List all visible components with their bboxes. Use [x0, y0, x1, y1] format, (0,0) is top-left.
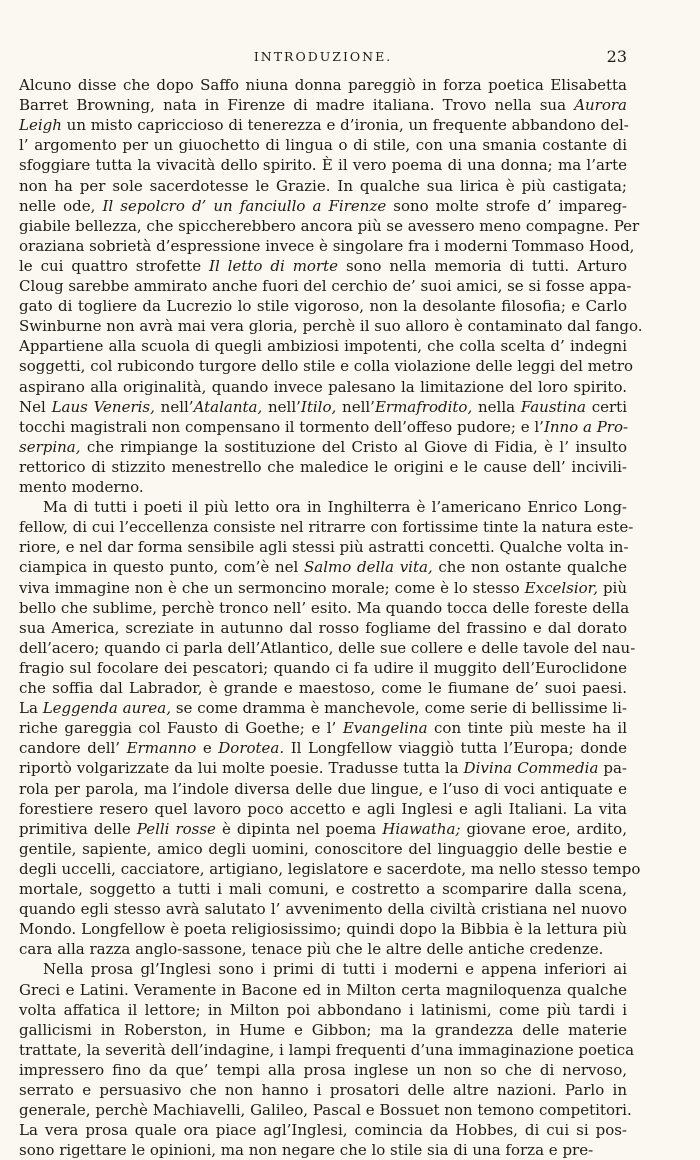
italic-title: Evangelina — [342, 719, 428, 738]
text-run: riore, e nel dar forma sensibile agli stessi più astratti concetti. Qualche volta in- — [19, 538, 629, 557]
text-run: più — [597, 578, 627, 597]
text-run: serrato e persuasivo che non hanno i prosatori delle altre nazioni. Parlo in — [19, 1081, 627, 1099]
text-line — [19, 296, 627, 316]
text-run: è dipinta nel poema — [215, 819, 383, 838]
text-run: fragio sul focolare dei pescatori; quando ci fa udire il muggito dell’Euroclidone — [19, 658, 627, 677]
text-line — [19, 417, 627, 437]
text-line — [19, 256, 627, 276]
text-line — [19, 919, 627, 939]
text-run: forestiere resero quel lavoro poco accetto e agli Inglesi e agli Italiani. La vita — [19, 799, 627, 818]
text-run: sono molte strofe d’ impareg- — [386, 196, 627, 215]
text-line — [19, 95, 627, 115]
text-run: sfoggiare tutta la vivacità dello spirito. È il vero poema di una donna; ma l’arte — [19, 156, 627, 175]
text-line — [19, 1100, 632, 1120]
text-line — [19, 618, 627, 638]
italic-title: Aurora — [574, 96, 627, 115]
text-run: volta affatica il lettore; in Milton poi abbondano i latinismi, come più tardi i — [19, 1000, 627, 1019]
text-run: che soffia dal Labrador, è grande e maestoso, come le fiumane de’ suoi paesi. — [19, 679, 627, 697]
text-line — [19, 537, 627, 557]
text-run: gentile, sapiente, amico degli uomini, conoscitore del linguaggio delle bestie e — [19, 839, 627, 858]
text-run: viva immagine non è che un sermoncino morale; come è lo stesso — [19, 578, 525, 597]
text-run: con tinte più meste ha il — [427, 719, 627, 738]
text-line — [19, 959, 627, 979]
text-run: gato di togliere da Lucrezio lo stile vigoroso, non la desolante filosofia; e Carlo — [19, 297, 627, 316]
text-run: generale, perchè Machiavelli, Galileo, Pascal e Bossuet non temono competitori. — [19, 1101, 632, 1120]
text-run: che non ostante qualche — [432, 558, 627, 577]
text-line — [19, 859, 641, 879]
text-line — [19, 397, 627, 417]
text-line — [19, 980, 627, 1000]
text-line — [19, 939, 627, 959]
text-line — [19, 1060, 627, 1080]
text-run: rettorico di stizzito menestrello che maledice le origini e le cause dell’ incivili- — [19, 457, 627, 476]
text-run: giabile bellezza, che spiccherebbero ancora più se avessero meno compagne. Per — [19, 216, 640, 235]
text-line — [19, 638, 636, 658]
text-run: quando egli stesso avrà salutato l’ avvenimento della civiltà cristiana nel nuovo — [19, 900, 627, 919]
text-line — [19, 578, 627, 598]
text-run: Cloug sarebbe ammirato anche fuori del cerchio de’ suoi amici, se si fosse appa- — [19, 277, 632, 295]
text-run: impressero fino da que’ tempi alla prosa inglese un non so che di nervoso, — [19, 1060, 627, 1079]
text-run: mento moderno. — [19, 478, 144, 496]
italic-title: Salmo della vita, — [304, 558, 433, 577]
italic-title: Divina Commedia — [463, 759, 599, 778]
text-run: trattate, la severità dell’indagine, i lampi frequenti d’una immaginazione poetica — [19, 1040, 635, 1059]
text-line — [19, 598, 630, 618]
text-line — [19, 75, 627, 95]
text-line — [19, 236, 635, 256]
text-run: non ha per sole sacerdotesse le Grazie. In qualche sua lirica è più castigata; — [19, 176, 627, 195]
text-line — [19, 718, 627, 738]
text-run: rola per parola, ma l’indole diversa delle due lingue, e l’uso di voci antiquate e — [19, 779, 627, 798]
text-line — [19, 658, 627, 678]
text-line — [19, 196, 627, 216]
text-line — [19, 698, 627, 718]
italic-title: serpina, — [19, 437, 81, 456]
text-run: Il Longfellow viaggiò tutta l’Europa; donde — [284, 739, 627, 758]
text-line — [19, 497, 627, 517]
text-line — [19, 517, 634, 537]
italic-title: Inno a Pro- — [543, 417, 629, 436]
text-run: certi — [585, 397, 627, 416]
italic-title: Itilo, — [300, 397, 337, 416]
text-line — [19, 1080, 627, 1100]
text-run: Nel — [19, 397, 52, 416]
text-run: riche gareggia col Fausto di Goethe; e l’ — [19, 719, 343, 738]
text-line — [19, 819, 627, 839]
italic-title: Ermafrodito, — [374, 397, 473, 416]
text-run: nella — [472, 397, 521, 416]
text-run: nell’ — [262, 397, 301, 416]
text-run: dell’acero; quando ci parla dell’Atlantico, delle sue collere e delle tavole del nau- — [19, 638, 636, 657]
text-run: fellow, di cui l’eccellenza consiste nel ritrarre con fortissime tinte la natura este- — [19, 518, 634, 537]
italic-title: Ermanno — [126, 739, 197, 758]
text-line — [19, 276, 632, 296]
text-line — [19, 377, 627, 397]
text-run: Alcuno disse che dopo Saffo niuna donna pareggiò in forza poetica Elisabetta — [19, 76, 627, 94]
text-run: degli uccelli, cacciatore, artigiano, legislatore e sacerdote, ma nello stesso tempo — [19, 859, 641, 878]
text-line — [19, 779, 627, 799]
text-line — [19, 356, 634, 376]
text-line — [19, 799, 627, 819]
text-run: riportò volgarizzate da lui molte poesie. Tradusse tutta la — [19, 759, 464, 778]
text-run: soggetti, col rubicondo turgore dello stile e colla violazione delle leggi del metro — [19, 357, 634, 376]
text-run: oraziana sobrietà d’espressione invece è singolare fra i moderni Tommaso Hood, — [19, 236, 635, 255]
text-line — [19, 1120, 627, 1140]
italic-title: Leggenda aurea, — [42, 699, 172, 718]
text-line — [19, 216, 640, 236]
text-run: Greci e Latini. Veramente in Bacone ed in Milton certa magniloquenza qualche — [19, 980, 627, 999]
italic-title: Dorotea. — [218, 739, 285, 758]
text-run: nell’ — [336, 397, 375, 416]
text-line — [19, 758, 627, 778]
text-line — [19, 839, 627, 859]
text-line — [19, 115, 627, 135]
text-line — [19, 557, 627, 577]
italic-title: Atalanta, — [193, 397, 263, 416]
text-run: gallicismi in Roberston, in Hume e Gibbon; ma la grandezza delle materie — [19, 1020, 627, 1039]
text-line — [19, 879, 627, 899]
text-run: sono nella memoria di tutti. Arturo — [338, 256, 627, 275]
italic-title: Pelli rosse — [136, 819, 216, 838]
text-line — [19, 176, 627, 196]
italic-title: Excelsior, — [524, 578, 598, 597]
text-run: La vera prosa quale ora piace agl’Inglesi, comincia da Hobbes, di cui si pos- — [19, 1121, 627, 1140]
text-line — [19, 1000, 627, 1020]
text-run: candore dell’ — [19, 739, 127, 758]
text-run: che rimpiange la sostituzione del Cristo al Giove di Fidia, è l’ insulto — [80, 437, 627, 456]
text-run: un misto capriccioso di tenerezza e d’ironia, un frequente abbandono del- — [61, 116, 629, 135]
text-run: aspirano alla originalità, quando invece palesano la limitazione del loro spirito. — [19, 377, 627, 396]
text-line — [19, 336, 627, 356]
text-line — [19, 477, 627, 497]
text-line — [19, 437, 627, 457]
text-line — [19, 155, 627, 175]
text-run: bello che sublime, perchè tronco nell’ esito. Ma quando tocca delle foreste della — [19, 598, 630, 617]
page-header — [19, 47, 627, 67]
text-line — [19, 1020, 627, 1040]
text-line — [19, 316, 643, 336]
text-run: Ma di tutti i poeti il più letto ora in Inghilterra è l’americano Enrico Long- — [43, 498, 627, 517]
text-run: nell’ — [154, 397, 194, 416]
text-line — [19, 738, 627, 758]
italic-title: Laus Veneris, — [51, 397, 155, 416]
text-run: Nella prosa gl’Inglesi sono i primi di tutti i moderni e appena inferiori ai — [43, 960, 627, 979]
text-run: l’ argomento per un giuochetto di lingua o di stile, con una smania costante di — [19, 136, 627, 155]
text-run: tocchi magistrali non compensano il tormento dell’offeso pudore; e l’ — [19, 417, 544, 436]
text-line — [19, 678, 627, 698]
text-line — [19, 1040, 635, 1060]
text-run: La — [19, 699, 43, 718]
italic-title: Hiawatha; — [382, 819, 461, 838]
text-line — [19, 135, 627, 155]
text-line — [19, 1140, 627, 1160]
italic-title: Faustina — [520, 397, 586, 416]
text-run: le cui quattro strofette — [19, 256, 210, 275]
text-run: cara alla razza anglo-sassone, tenace più che le altre delle antiche credenze. — [19, 940, 604, 959]
italic-title: Leigh — [19, 116, 62, 135]
text-run: ciampica in questo punto, com’è nel — [19, 558, 305, 577]
text-run: Appartiene alla scuola di quegli ambiziosi impotenti, che colla scelta d’ indegni — [19, 337, 627, 356]
italic-title: Il letto di morte — [209, 256, 339, 275]
page-number: 23 — [606, 47, 627, 66]
text-run: Mondo. Longfellow è poeta religiosissimo; quindi dopo la Bibbia è la lettura più — [19, 920, 627, 939]
text-run: nelle ode, — [19, 196, 103, 215]
text-run: Swinburne non avrà mai vera gloria, perchè il suo alloro è contaminato dal fango. — [19, 317, 643, 336]
text-line — [19, 457, 627, 477]
text-run: sua America, screziate in autunno dal rosso fogliame del frassino e dal dorato — [19, 618, 627, 637]
text-line — [19, 899, 627, 919]
text-run: Barret Browning, nata in Firenze di madre italiana. Trovo nella sua — [19, 96, 575, 115]
text-run: giovane eroe, ardito, — [460, 819, 627, 838]
text-run: primitiva delle — [19, 819, 137, 838]
text-run: se come dramma è manchevole, come serie di bellissime li- — [171, 699, 628, 718]
text-run: pa- — [598, 759, 627, 778]
running-title: INTRODUZIONE. — [253, 49, 393, 64]
italic-title: Il sepolcro d’ un fanciullo a Firenze — [102, 196, 387, 215]
text-run: mortale, soggetto a tutti i mali comuni, e costretto a scomparire dalla scena, — [19, 880, 627, 898]
text-run: sono rigettare le opinioni, ma non negare che lo stile sia di una forza e pre- — [19, 1141, 594, 1160]
text-run: e — [196, 739, 219, 758]
